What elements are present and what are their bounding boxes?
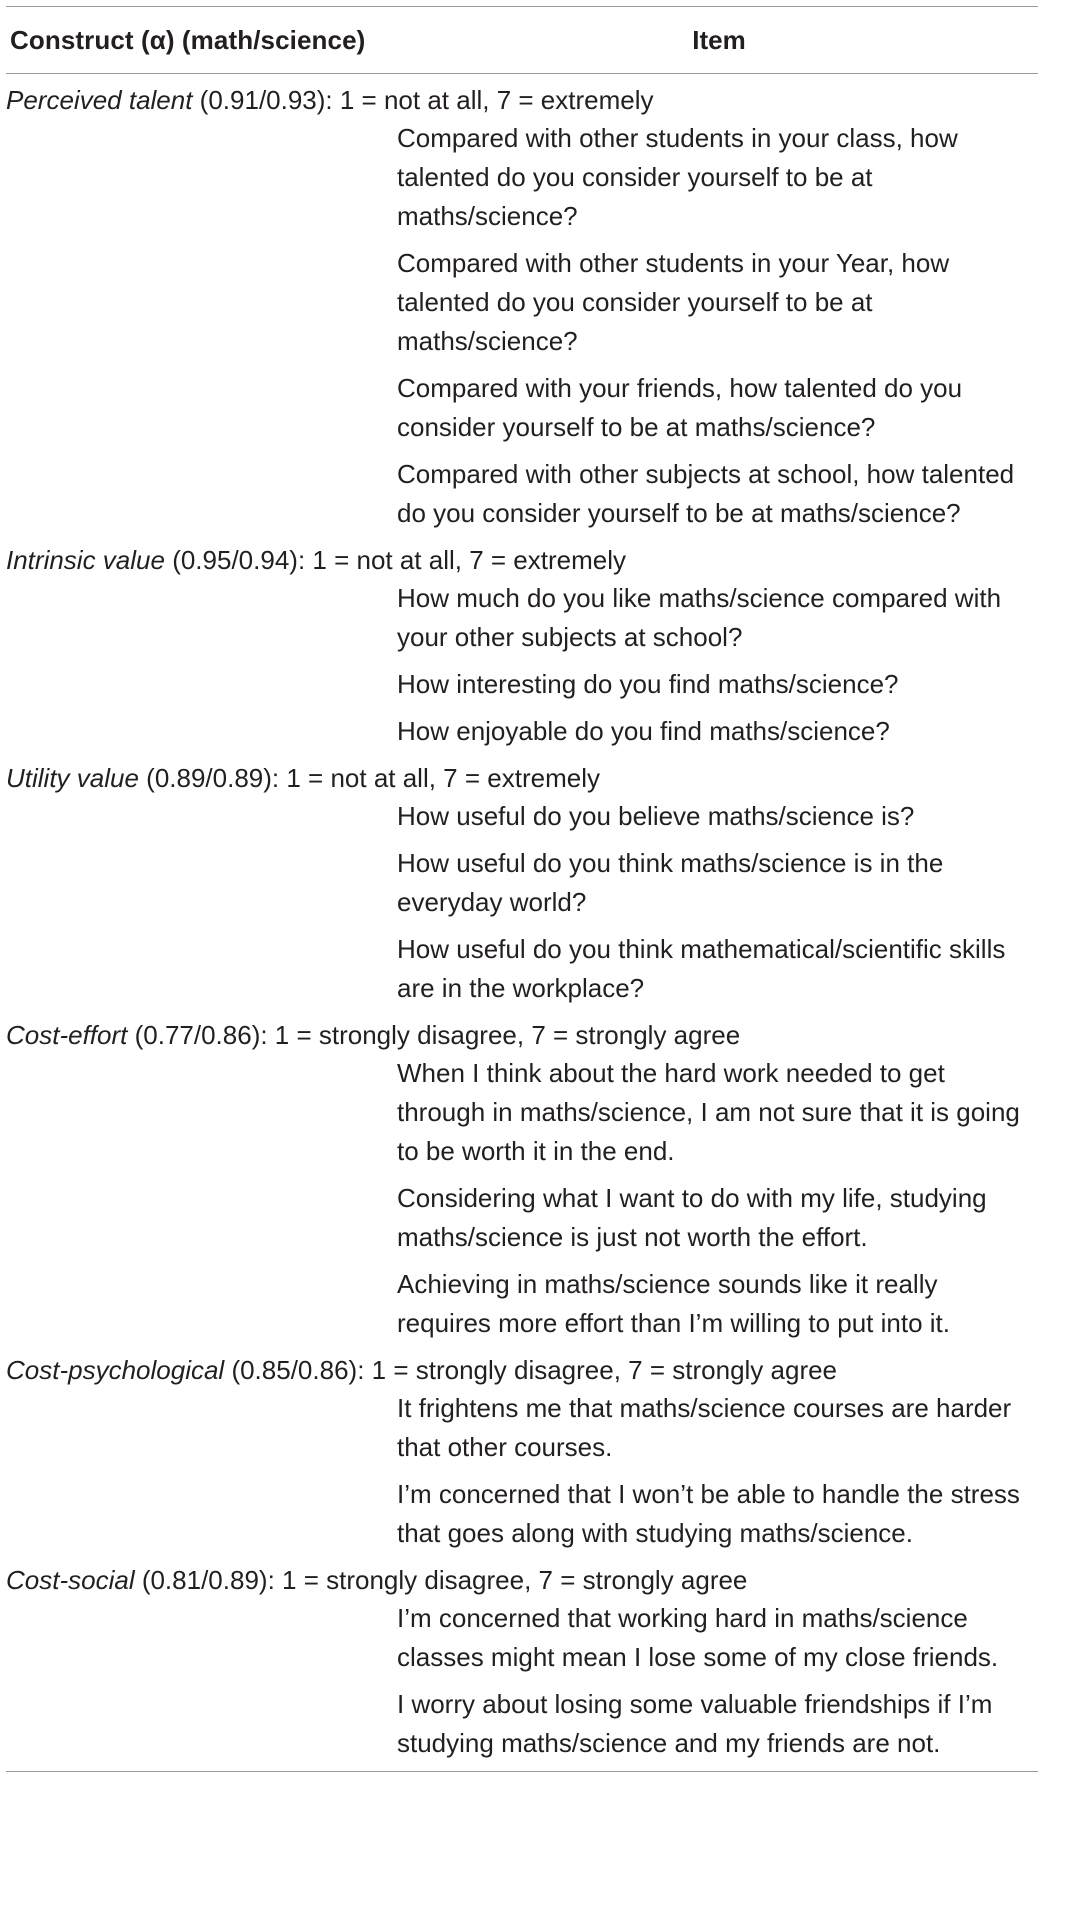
construct-name: Cost-effort bbox=[6, 1020, 128, 1050]
item-text: How useful do you think maths/science is in the everyday world? bbox=[397, 848, 944, 917]
construct-detail: (0.81/0.89): 1 = strongly disagree, 7 = strongly agree bbox=[134, 1565, 748, 1595]
construct-name: Utility value bbox=[6, 763, 139, 793]
construct-row-utility-value bbox=[6, 759, 1038, 797]
item-text: Considering what I want to do with my life, studying maths/science is just not worth the effort. bbox=[397, 1183, 987, 1252]
item-text: Achieving in maths/science sounds like it really requires more effort than I’m willing to put into it. bbox=[397, 1269, 950, 1338]
construct-name: Cost-social bbox=[6, 1565, 135, 1595]
construct-row-perceived-talent bbox=[6, 81, 1038, 119]
construct-row-cost-psychological bbox=[6, 1351, 1038, 1389]
construct-name: Cost-psychological bbox=[6, 1355, 225, 1385]
construct-detail: (0.77/0.86): 1 = strongly disagree, 7 = strongly agree bbox=[127, 1020, 741, 1050]
construct-name: Intrinsic value bbox=[6, 545, 165, 575]
item-text: How much do you like maths/science compared with your other subjects at school? bbox=[397, 583, 1002, 652]
construct-detail: (0.85/0.86): 1 = strongly disagree, 7 = strongly agree bbox=[224, 1355, 838, 1385]
table-body bbox=[6, 74, 1038, 1763]
header-construct: Construct (α) (math/science) bbox=[10, 24, 366, 55]
item-text: I worry about losing some valuable friendships if I’m studying maths/science and my friends are not. bbox=[397, 1689, 993, 1758]
table-header bbox=[6, 7, 1038, 73]
item-text: Compared with other students in your Year, how talented do you consider yourself to be at maths/science? bbox=[397, 248, 950, 356]
item-text: Compared with other students in your class, how talented do you consider yourself to be at maths/science? bbox=[397, 123, 958, 231]
header-item: Item bbox=[692, 24, 746, 55]
item-text: I’m concerned that working hard in maths/science classes might mean I lose some of my close friends. bbox=[397, 1603, 999, 1672]
item-text: How enjoyable do you find maths/science? bbox=[397, 716, 890, 746]
construct-row-intrinsic-value bbox=[6, 541, 1038, 579]
construct-name: Perceived talent bbox=[6, 85, 193, 115]
item-text: How useful do you believe maths/science is? bbox=[397, 801, 915, 831]
item-text: When I think about the hard work needed to get through in maths/science, I am not sure that it is going to be worth it in the end. bbox=[397, 1058, 1020, 1166]
construct-row-cost-social bbox=[6, 1561, 1038, 1599]
item-text: Compared with other subjects at school, how talented do you consider yourself to be at maths/science? bbox=[397, 459, 1015, 528]
construct-detail: (0.95/0.94): 1 = not at all, 7 = extremely bbox=[164, 545, 626, 575]
item-text: It frightens me that maths/science courses are harder that other courses. bbox=[397, 1393, 1012, 1462]
construct-detail: (0.91/0.93): 1 = not at all, 7 = extremely bbox=[192, 85, 654, 115]
construct-row-cost-effort bbox=[6, 1016, 1038, 1054]
construct-detail: (0.89/0.89): 1 = not at all, 7 = extremely bbox=[138, 763, 600, 793]
bottom-rule bbox=[6, 1771, 1038, 1772]
constructs-table bbox=[6, 6, 1038, 1772]
item-text: How useful do you think mathematical/scientific skills are in the workplace? bbox=[397, 934, 1006, 1003]
item-text: I’m concerned that I won’t be able to handle the stress that goes along with studying maths/science. bbox=[397, 1479, 1020, 1548]
item-text: Compared with your friends, how talented do you consider yourself to be at maths/science? bbox=[397, 373, 963, 442]
item-text: How interesting do you find maths/science? bbox=[397, 669, 899, 699]
